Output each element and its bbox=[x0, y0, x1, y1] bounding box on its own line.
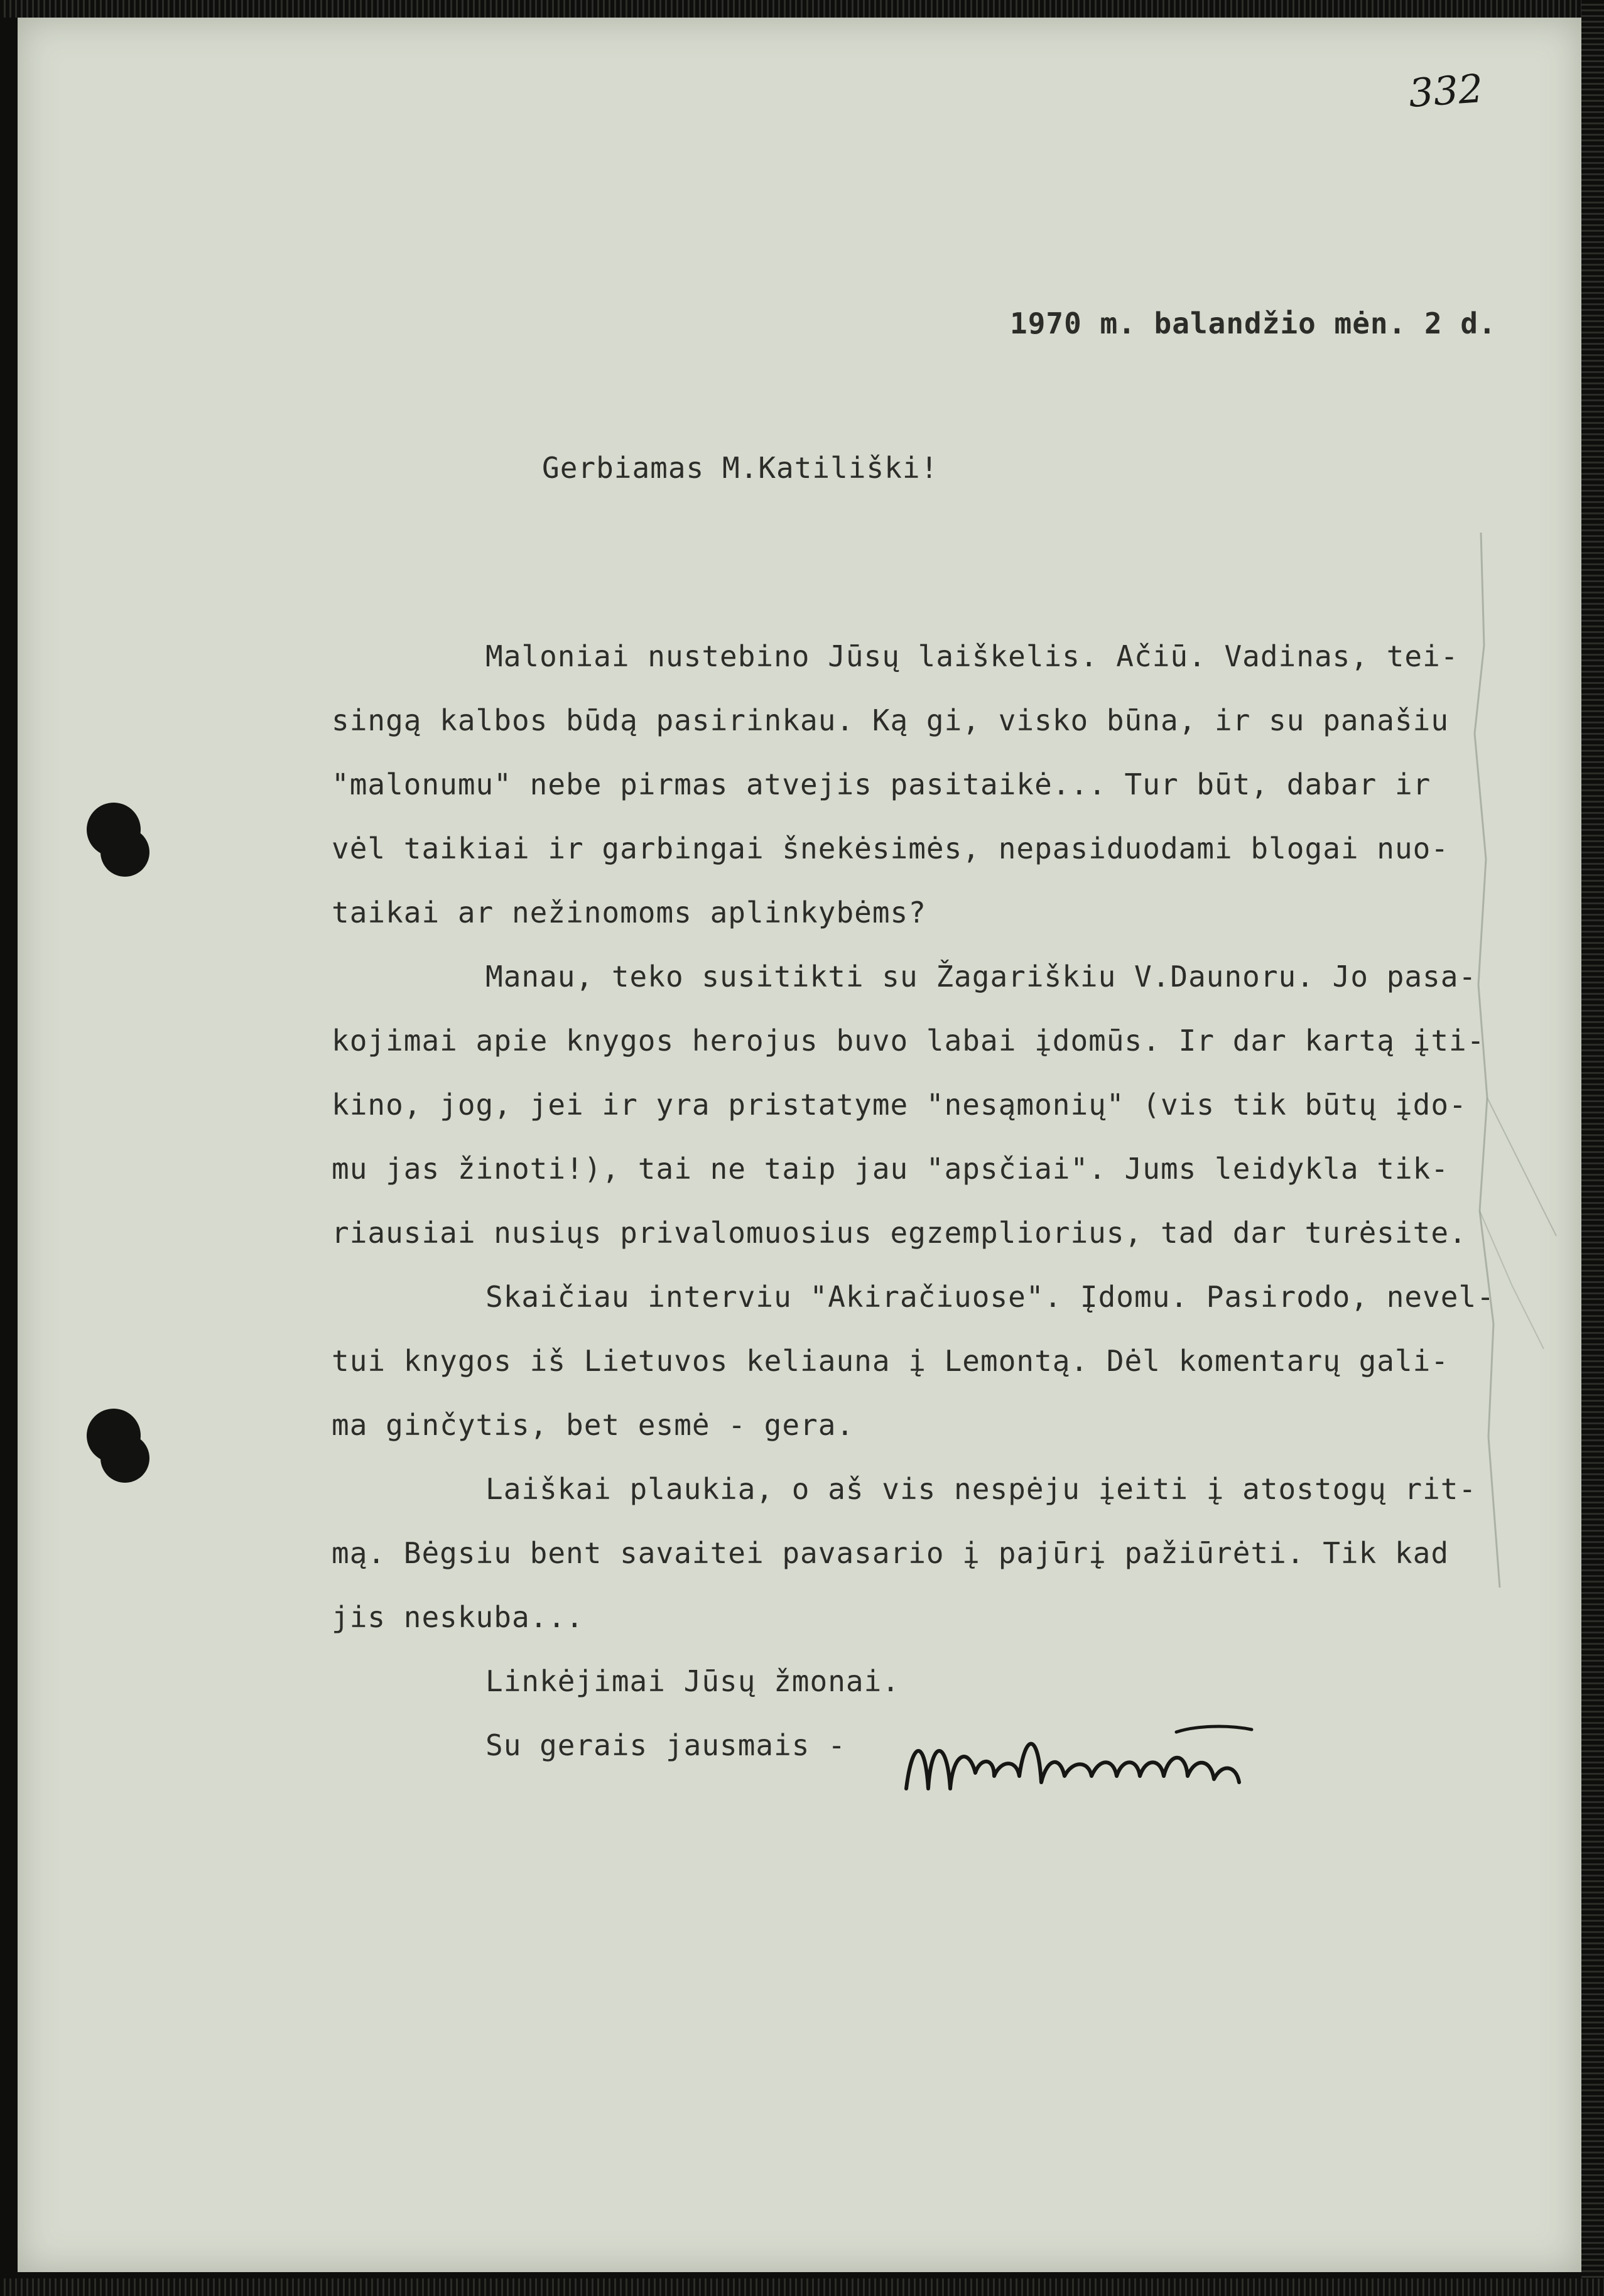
letter-greeting: Gerbiamas M.Katiliški! bbox=[542, 451, 939, 485]
body-line: ma ginčytis, bet esmė - gera. bbox=[332, 1408, 855, 1442]
body-line: taikai ar nežinomoms aplinkybėms? bbox=[332, 896, 926, 929]
body-line: "malonumu" nebe pirmas atvejis pasitaikė... Tur būt, dabar ir bbox=[332, 767, 1431, 801]
body-line: singą kalbos būdą pasirinkau. Ką gi, visko būna, ir su panašiu bbox=[332, 703, 1450, 737]
body-line: tui knygos iš Lietuvos keliauna į Lemontą. Dėl komentarų gali- bbox=[332, 1344, 1450, 1378]
punch-hole-bottom bbox=[87, 1409, 141, 1463]
closing-line: Su gerais jausmais - bbox=[485, 1728, 846, 1762]
handwritten-signature bbox=[900, 1713, 1277, 1820]
body-line: kino, jog, jei ir yra pristatyme "nesąmonių" (vis tik būtų įdo- bbox=[332, 1088, 1467, 1122]
body-line: Manau, teko susitikti su Žagariškiu V.Daunoru. Jo pasa- bbox=[485, 960, 1477, 994]
body-line: riausiai nusiųs privalomuosius egzempliorius, tad dar turėsite. bbox=[332, 1216, 1467, 1250]
scan-border-bottom bbox=[0, 2278, 1604, 2296]
body-line: Laiškai plaukia, o aš vis nespėju įeiti į atostogų rit- bbox=[485, 1472, 1477, 1506]
body-line: Skaičiau interviu "Akiračiuose". Įdomu. Pasirodo, nevel- bbox=[485, 1280, 1495, 1314]
letter-date: 1970 m. balandžio mėn. 2 d. bbox=[1010, 306, 1497, 340]
body-line: Maloniai nustebino Jūsų laiškelis. Ačiū. Vadinas, tei- bbox=[485, 639, 1459, 673]
closing-line: Linkėjimai Jūsų žmonai. bbox=[485, 1664, 900, 1698]
letter-page bbox=[18, 18, 1581, 2272]
paper-fold-crack bbox=[1456, 533, 1569, 1588]
page-number: 332 bbox=[1407, 65, 1485, 117]
body-line: mu jas žinoti!), tai ne taip jau "apsčiai". Jums leidykla tik- bbox=[332, 1152, 1450, 1186]
punch-hole-top bbox=[87, 803, 141, 857]
body-line: kojimai apie knygos herojus buvo labai įdomūs. Ir dar kartą įti- bbox=[332, 1024, 1485, 1058]
scan-border-top bbox=[0, 0, 1604, 18]
body-line: jis neskuba... bbox=[332, 1600, 584, 1634]
scan-border-right bbox=[1581, 0, 1604, 2296]
body-line: mą. Bėgsiu bent savaitei pavasario į pajūrį pažiūrėti. Tik kad bbox=[332, 1536, 1450, 1570]
body-line: vėl taikiai ir garbingai šnekėsimės, nepasiduodami blogai nuo- bbox=[332, 831, 1450, 865]
